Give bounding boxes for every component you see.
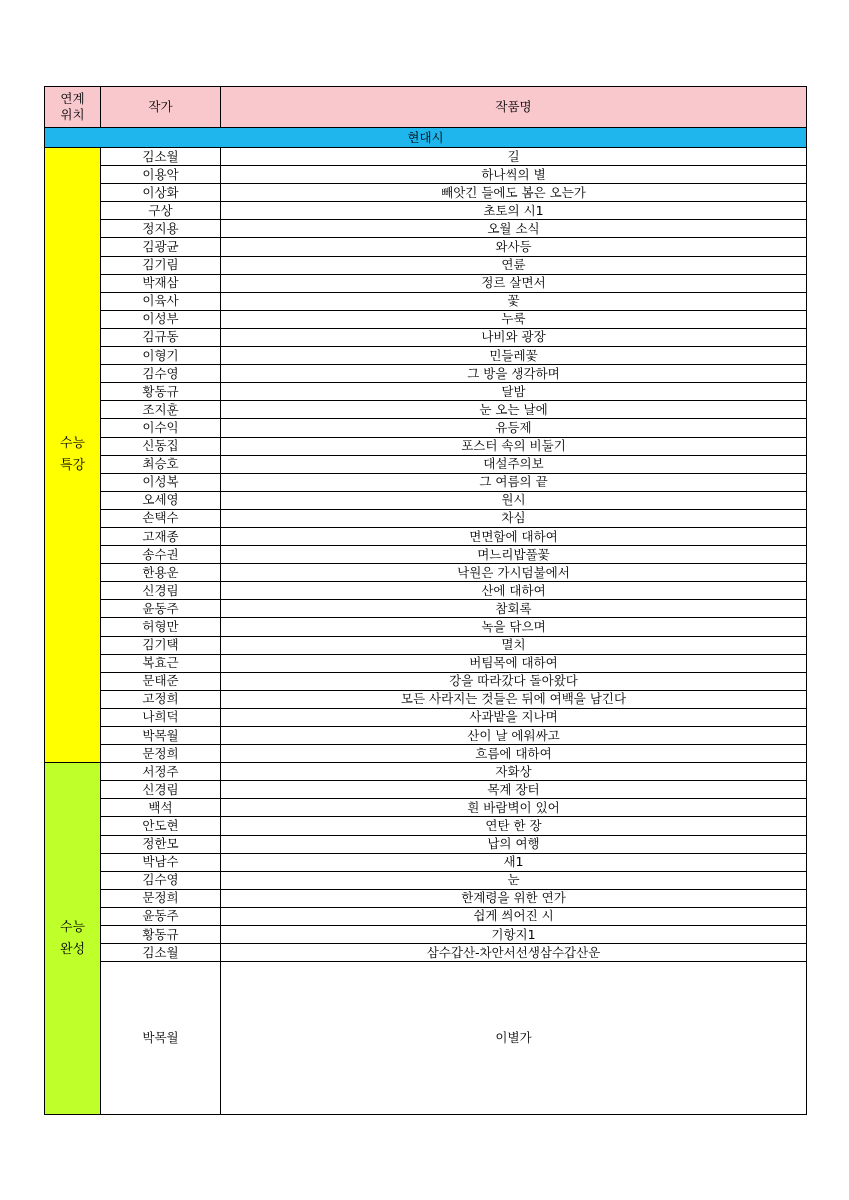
table-row (45, 509, 807, 527)
author-cell: 박목월 (101, 727, 221, 745)
work-title-cell: 차심 (221, 509, 807, 527)
work-title-cell: 하나씩의 별 (221, 166, 807, 184)
group-label-line1: 수능 (59, 919, 86, 935)
table-row (45, 618, 807, 636)
work-title-cell: 흰 바람벽이 있어 (221, 799, 807, 817)
work-title-cell: 모든 사라지는 것들은 뒤에 여백을 남긴다 (221, 690, 807, 708)
work-title-cell: 빼앗긴 들에도 봄은 오는가 (221, 184, 807, 202)
work-title-cell: 민들레꽃 (221, 347, 807, 365)
author-cell: 김기택 (101, 636, 221, 654)
table-row (45, 491, 807, 509)
work-title-cell: 나비와 광장 (221, 328, 807, 346)
works-table (44, 86, 807, 1115)
author-cell: 김광균 (101, 238, 221, 256)
section-title: 현대시 (45, 128, 807, 148)
author-cell: 문태준 (101, 672, 221, 690)
author-cell: 박남수 (101, 853, 221, 871)
table-row (45, 148, 807, 166)
author-cell: 나희덕 (101, 708, 221, 726)
author-cell: 김규동 (101, 328, 221, 346)
author-cell: 김수영 (101, 365, 221, 383)
work-title-cell: 산에 대하여 (221, 582, 807, 600)
author-cell: 김소월 (101, 944, 221, 962)
author-cell: 김수영 (101, 871, 221, 889)
table-row (45, 871, 807, 889)
work-title-cell: 정르 살면서 (221, 274, 807, 292)
author-cell: 구상 (101, 202, 221, 220)
table-row (45, 184, 807, 202)
author-cell: 황동규 (101, 926, 221, 944)
table-row (45, 817, 807, 835)
author-cell: 신경림 (101, 781, 221, 799)
work-title-cell: 강을 따라갔다 돌아왔다 (221, 672, 807, 690)
table-row (45, 220, 807, 238)
author-cell: 송수권 (101, 546, 221, 564)
group-label-line1: 수능 (59, 436, 86, 452)
author-cell: 손택수 (101, 509, 221, 527)
author-cell: 최승호 (101, 455, 221, 473)
work-title-cell: 대설주의보 (221, 455, 807, 473)
table-row (45, 654, 807, 672)
author-cell: 이성부 (101, 310, 221, 328)
work-title-cell: 목계 장터 (221, 781, 807, 799)
work-title-cell: 기항지1 (221, 926, 807, 944)
group-label-line2: 특강 (59, 458, 86, 474)
author-cell: 문정희 (101, 745, 221, 763)
group-label-cell (45, 148, 101, 763)
work-title-cell: 연륜 (221, 256, 807, 274)
author-cell: 백석 (101, 799, 221, 817)
work-title-cell: 녹을 닦으며 (221, 618, 807, 636)
table-row (45, 328, 807, 346)
header-position-line2: 위치 (60, 107, 85, 122)
work-title-cell: 와사등 (221, 238, 807, 256)
table-row (45, 582, 807, 600)
table-row (45, 274, 807, 292)
author-cell: 김기림 (101, 256, 221, 274)
author-cell: 황동규 (101, 383, 221, 401)
table-row (45, 889, 807, 907)
work-title-cell: 버팀목에 대하여 (221, 654, 807, 672)
header-row (45, 87, 807, 128)
table-row (45, 781, 807, 799)
table-row (45, 419, 807, 437)
work-title-cell: 길 (221, 148, 807, 166)
table-row (45, 166, 807, 184)
author-cell: 정한모 (101, 835, 221, 853)
group-label-cell (45, 763, 101, 1115)
work-title-cell: 오월 소식 (221, 220, 807, 238)
author-cell: 복효근 (101, 654, 221, 672)
work-title-cell: 포스터 속의 비둘기 (221, 437, 807, 455)
work-title-cell: 유등제 (221, 419, 807, 437)
work-title-cell: 누룩 (221, 310, 807, 328)
work-title-cell: 면면함에 대하여 (221, 527, 807, 545)
table-row (45, 636, 807, 654)
author-cell: 정지용 (101, 220, 221, 238)
author-cell: 서정주 (101, 763, 221, 781)
author-cell: 신동집 (101, 437, 221, 455)
table-row (45, 962, 807, 1115)
work-title-cell: 연탄 한 장 (221, 817, 807, 835)
author-cell: 조지훈 (101, 401, 221, 419)
table-row (45, 310, 807, 328)
author-cell: 김소월 (101, 148, 221, 166)
table-row (45, 292, 807, 310)
work-title-cell: 원시 (221, 491, 807, 509)
author-cell: 문정희 (101, 889, 221, 907)
author-cell: 이수익 (101, 419, 221, 437)
work-title-cell: 눈 (221, 871, 807, 889)
table-row (45, 944, 807, 962)
table-row (45, 564, 807, 582)
author-cell: 이형기 (101, 347, 221, 365)
author-cell: 윤동주 (101, 907, 221, 925)
work-title-cell: 멸치 (221, 636, 807, 654)
work-title-cell: 낙원은 가시덤불에서 (221, 564, 807, 582)
author-cell: 신경림 (101, 582, 221, 600)
work-title-cell: 산이 날 에워싸고 (221, 727, 807, 745)
table-row (45, 708, 807, 726)
author-cell: 고재종 (101, 527, 221, 545)
author-cell: 한용운 (101, 564, 221, 582)
work-title-cell: 참회록 (221, 600, 807, 618)
work-title-cell: 그 여름의 끝 (221, 473, 807, 491)
table-row (45, 799, 807, 817)
work-title-cell: 꽃 (221, 292, 807, 310)
work-title-cell: 초토의 시1 (221, 202, 807, 220)
table-row (45, 907, 807, 925)
table-row (45, 347, 807, 365)
author-cell: 이용악 (101, 166, 221, 184)
table-row (45, 763, 807, 781)
table-row (45, 401, 807, 419)
author-cell: 오세영 (101, 491, 221, 509)
work-title-cell: 납의 여행 (221, 835, 807, 853)
work-title-cell: 자화상 (221, 763, 807, 781)
table-row (45, 745, 807, 763)
author-cell: 안도현 (101, 817, 221, 835)
work-title-cell: 이별가 (221, 962, 807, 1115)
table-row (45, 437, 807, 455)
table-row (45, 238, 807, 256)
header-work-cell: 작품명 (221, 87, 807, 128)
table-row (45, 672, 807, 690)
work-title-cell: 그 방을 생각하며 (221, 365, 807, 383)
work-title-cell: 달밤 (221, 383, 807, 401)
table-row (45, 527, 807, 545)
table-row (45, 365, 807, 383)
work-title-cell: 흐름에 대하여 (221, 745, 807, 763)
group-label-line2: 완성 (59, 941, 86, 957)
header-author-cell: 작가 (101, 87, 221, 128)
table-row (45, 853, 807, 871)
table-row (45, 600, 807, 618)
table-row (45, 727, 807, 745)
author-cell: 이성복 (101, 473, 221, 491)
author-cell: 박목월 (101, 962, 221, 1115)
author-cell: 고정희 (101, 690, 221, 708)
header-position-line1: 연계 (60, 91, 85, 106)
work-title-cell: 쉽게 씌어진 시 (221, 907, 807, 925)
work-title-cell: 사과밭을 지나며 (221, 708, 807, 726)
work-title-cell: 새1 (221, 853, 807, 871)
table-row (45, 202, 807, 220)
work-title-cell: 삼수갑산-차안서선생삼수갑산운 (221, 944, 807, 962)
table-row (45, 690, 807, 708)
header-position-cell (45, 87, 101, 128)
table-row (45, 835, 807, 853)
author-cell: 박재삼 (101, 274, 221, 292)
table-row (45, 546, 807, 564)
table-row (45, 926, 807, 944)
table-row (45, 256, 807, 274)
author-cell: 이육사 (101, 292, 221, 310)
table-row (45, 455, 807, 473)
author-cell: 이상화 (101, 184, 221, 202)
work-title-cell: 며느리밥풀꽃 (221, 546, 807, 564)
author-cell: 허형만 (101, 618, 221, 636)
section-row (45, 128, 807, 148)
work-title-cell: 한계령을 위한 연가 (221, 889, 807, 907)
table-row (45, 473, 807, 491)
work-title-cell: 눈 오는 날에 (221, 401, 807, 419)
table-row (45, 383, 807, 401)
author-cell: 윤동주 (101, 600, 221, 618)
